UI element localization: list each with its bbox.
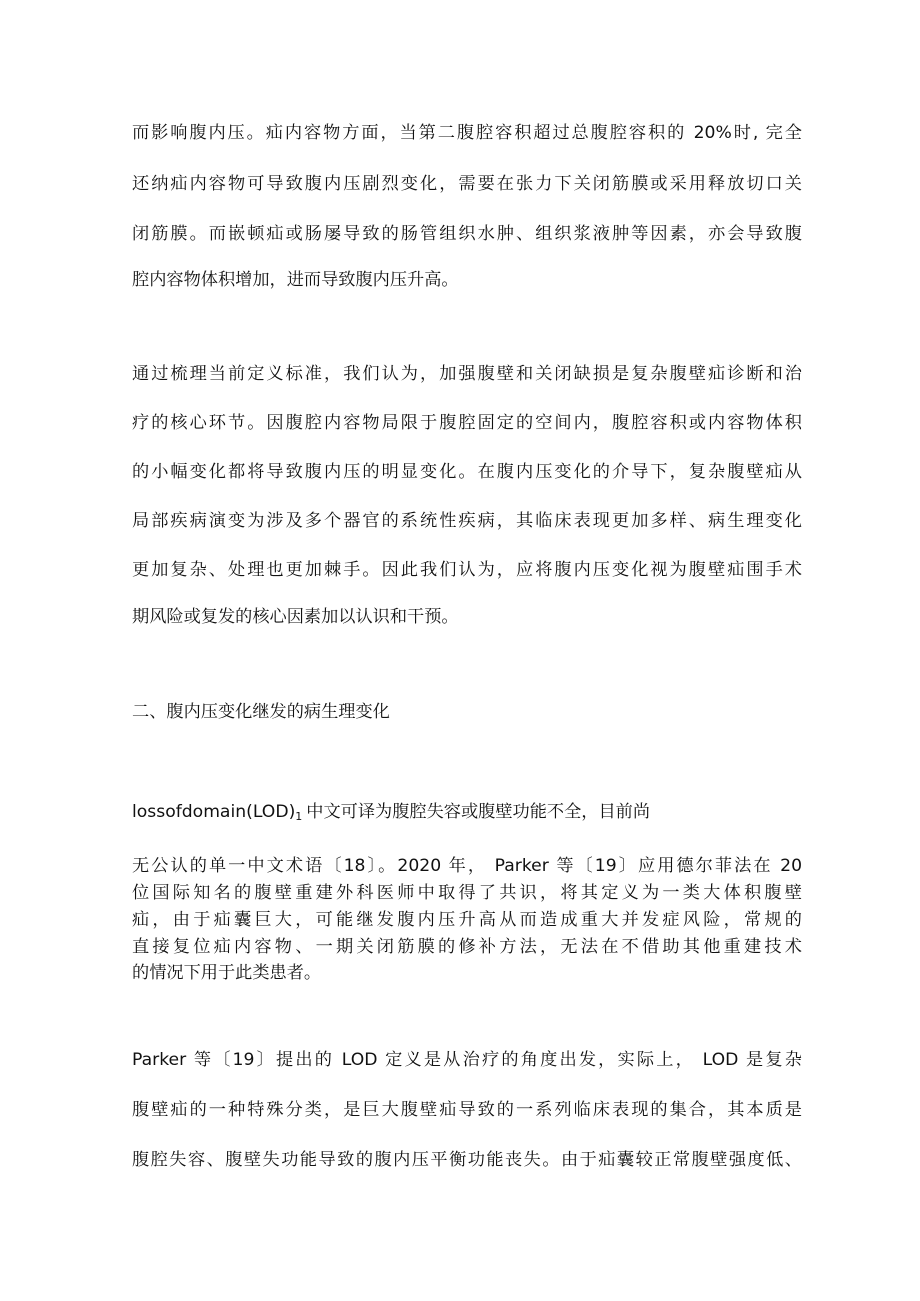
lod-term: lossofdomain(LOD) [132,802,296,822]
paragraph-3-lod-line [132,800,802,829]
paragraph-1-line-1: 而影响腹内压。疝内容物方面，当第二腹腔容积超过总腹腔容积的 20%时, 完全 [132,123,802,143]
lod-description: 中文可译为腹腔失容或腹壁功能不全，目前尚 [306,802,651,822]
paragraph-5-line-2: 腹壁疝的一种特殊分类，是巨大腹壁疝导致的一系列临床表现的集合，其本质是 [132,1100,802,1120]
paragraph-2-line-6: 期风险或复发的核心因素加以认识和干预。 [132,607,459,627]
paragraph-4-line-1: 无公认的单一中文术语〔18〕。2020 年， Parker 等〔19〕应用德尔菲法在 20 [132,856,802,876]
paragraph-4-line-4: 直接复位疝内容物、一期关闭筋膜的修补方法，无法在不借助其他重建技术 [132,937,802,957]
paragraph-5-line-1: Parker 等〔19〕提出的 LOD 定义是从治疗的角度出发，实际上， LOD 是复杂 [132,1050,802,1070]
paragraph-2-line-1: 通过梳理当前定义标准，我们认为，加强腹壁和关闭缺损是复杂腹壁疝诊断和治 [132,364,802,384]
section-heading: 二、腹内压变化继发的病生理变化 [132,702,390,722]
paragraph-2-line-4: 局部疾病演变为涉及多个器官的系统性疾病，其临床表现更加多样、病生理变化 [132,511,802,531]
paragraph-5-line-3: 腹腔失容、腹壁失功能导致的腹内压平衡功能丧失。由于疝囊较正常腹壁强度低、 [132,1150,802,1170]
paragraph-2-line-2: 疗的核心环节。因腹腔内容物局限于腹腔固定的空间内，腹腔容积或内容物体积 [132,413,802,433]
paragraph-1-line-3: 闭筋膜。而嵌顿疝或肠屡导致的肠管组织水肿、组织浆液肿等因素，亦会导致腹 [132,224,802,244]
paragraph-4-line-3: 疝，由于疝囊巨大，可能继发腹内压升高从而造成重大并发症风险，常规的 [132,910,802,930]
paragraph-1-line-4: 腔内容物体积增加，进而导致腹内压升高。 [132,270,459,290]
lod-footnote-subscript: 1 [295,810,303,823]
paragraph-4-line-5: 的情况下用于此类患者。 [132,963,322,983]
paragraph-2-line-5: 更加复杂、处理也更加棘手。因此我们认为，应将腹内压变化视为腹壁疝围手术 [132,560,802,580]
paragraph-2-line-3: 的小幅变化都将导致腹内压的明显变化。在腹内压变化的介导下，复杂腹壁疝从 [132,462,802,482]
paragraph-1-line-2: 还纳疝内容物可导致腹内压剧烈变化，需要在张力下关闭筋膜或采用释放切口关 [132,174,802,194]
paragraph-4-line-2: 位国际知名的腹壁重建外科医师中取得了共识，将其定义为一类大体积腹壁 [132,883,802,903]
